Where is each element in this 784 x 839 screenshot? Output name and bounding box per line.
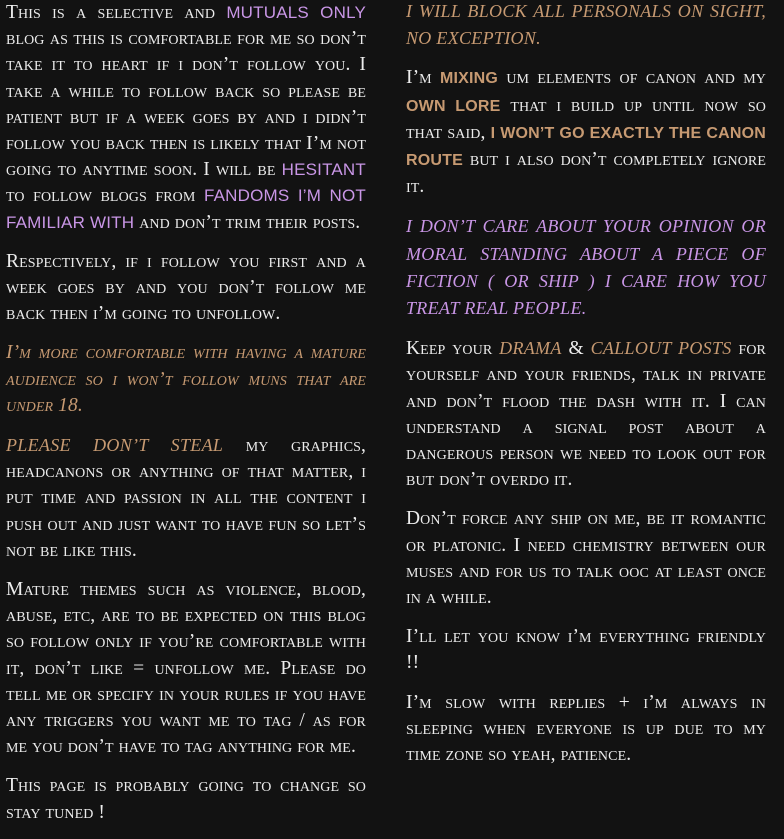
text: but i also don’t completely ignore it. — [406, 149, 766, 198]
block-personals-paragraph — [406, 0, 766, 52]
mature-themes-paragraph: Mature themes such as violence, blood, abuse, etc, are to be expected on this blog so follow only if you’re comfortable with it, don’t like = unfollow me. Please do tell me or specify in your rules if you have any triggers you want me to tag / as for me you don’t have to tag anything for me. — [6, 579, 366, 758]
highlight-hesitant: HESITANT — [281, 160, 366, 180]
highlight-mature-audience: I’m more comfortable with having a mature audience so i won’t follow muns that are under 18. — [6, 342, 366, 416]
text: blog as this is comfortable for me so don’t take it to heart if i don’t follow you. I take a while to follow back so please be patient but if a week goes by and i didn’t follow you back then is likely that I’m not going to anytime soon. I will be — [6, 28, 366, 181]
text: Keep your — [406, 338, 500, 360]
ship-paragraph: Don’t force any ship on me, be it romantic or platonic. I need chemistry between our muses and for us to talk ooc at least once in a while. — [406, 508, 766, 609]
right-column — [406, 0, 766, 781]
dont-steal-paragraph — [6, 432, 366, 564]
text: um elements of canon and my — [498, 67, 766, 89]
drama-paragraph — [406, 335, 766, 493]
text: & — [561, 338, 591, 360]
left-column — [6, 0, 366, 839]
text: and don’t trim their posts. — [134, 211, 361, 233]
text: for yourself and your friends, talk in private and don’t flood the dash with it. I can understand a signal post about a dangerous person we need to look out for but don’t overdo it. — [406, 338, 766, 491]
text: to follow blogs from — [6, 185, 204, 207]
slow-replies-paragraph: I’m slow with replies + i’m always in sleeping when everyone is up due to my time zone so yeah, patience. — [406, 691, 766, 766]
mature-audience-paragraph — [6, 340, 366, 419]
friendly-paragraph: I’ll let you know i’m everything friendly !! — [406, 626, 766, 674]
canon-lore-paragraph — [406, 65, 766, 200]
text: I’m — [406, 67, 440, 89]
opinion-paragraph — [406, 213, 766, 322]
unfollow-paragraph: Respectively, if i follow you first and a week goes by and you don’t follow me back then i’m going to unfollow. — [6, 250, 366, 325]
text: This is a selective and — [6, 2, 227, 23]
highlight-block-personals: I WILL BLOCK ALL PERSONALS ON SIGHT, NO EXCEPTION. — [406, 1, 766, 49]
highlight-canon-route: I WON’T GO EXACTLY THE CANON ROUTE — [406, 124, 766, 170]
highlight-mixing: MIXING — [439, 70, 499, 88]
highlight-callout-posts: CALLOUT POSTS — [590, 338, 732, 359]
highlight-own-lore: OWN LORE — [406, 97, 501, 115]
highlight-opinion: I DON’T CARE ABOUT YOUR OPINION OR MORAL STANDING ABOUT A PIECE OF FICTION ( OR SHIP ) I CARE HOW YOU TREAT REAL PEOPLE. — [406, 216, 766, 319]
text: my graphics, headcanons or anything of that matter, i put time and passion in all the content i push out and just want to have fun so let’s not be like this. — [6, 435, 366, 561]
highlight-drama: DRAMA — [499, 338, 562, 359]
highlight-please-dont-steal: PLEASE DON’T STEAL — [6, 435, 224, 456]
text: that i build up until now so that said, — [406, 94, 766, 143]
highlight-fandoms: FANDOMS I’M NOT FAMILIAR WITH — [6, 186, 366, 232]
selective-blog-paragraph — [6, 0, 366, 236]
highlight-mutuals-only: MUTUALS ONLY — [226, 3, 367, 22]
page-change-paragraph: This page is probably going to change so stay tuned ! — [6, 775, 366, 823]
